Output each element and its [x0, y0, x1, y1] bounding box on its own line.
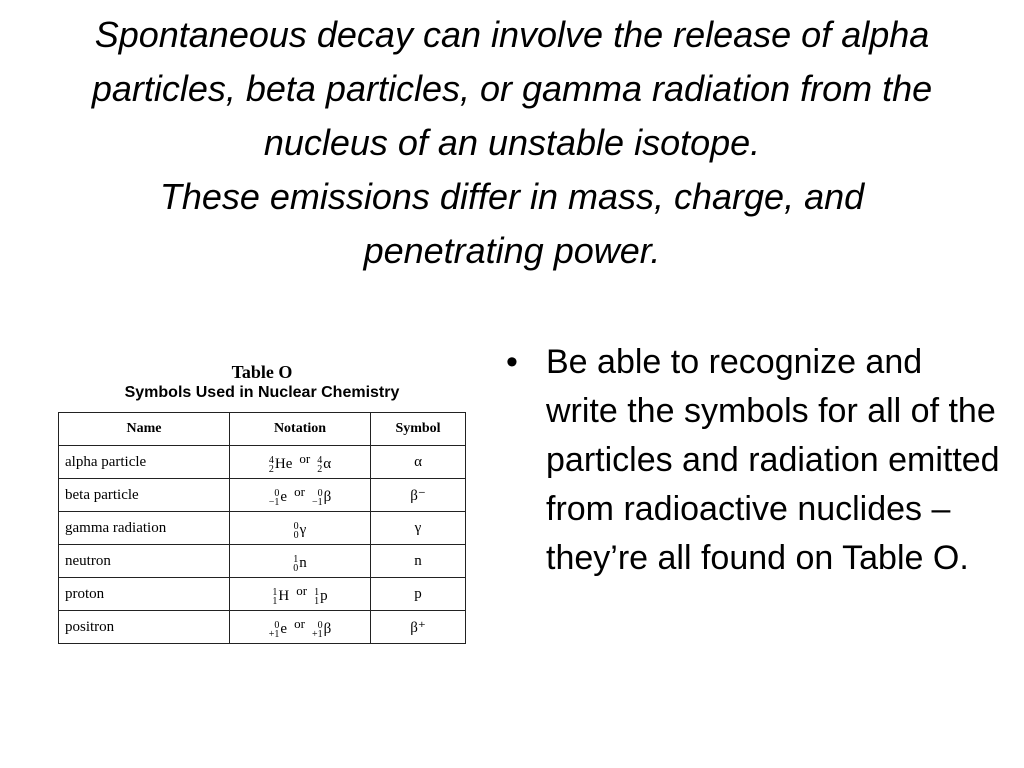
charge-number: +1 — [311, 628, 323, 640]
table-subtitle: Symbols Used in Nuclear Chemistry — [124, 384, 400, 401]
mass-charge-stack — [317, 456, 322, 474]
title-line: These emissions differ in mass, charge, and — [159, 176, 865, 217]
table-row — [59, 446, 466, 479]
nuclide-notation — [294, 522, 307, 540]
title-line: penetrating power. — [363, 230, 661, 271]
notation-or: or — [296, 582, 308, 598]
bullet-list — [500, 338, 1000, 583]
table-row — [59, 578, 466, 611]
mass-number: 4 — [317, 454, 323, 466]
mass-number: 4 — [268, 454, 274, 466]
particle-symbol: α — [371, 446, 466, 479]
nuclide-notation — [314, 588, 328, 606]
table-title: Table O — [231, 362, 293, 382]
charge-number: 0 — [293, 529, 299, 541]
mass-charge-stack — [293, 555, 298, 573]
particle-symbol: p — [371, 578, 466, 611]
particle-name: proton — [59, 578, 230, 611]
particle-symbol: n — [371, 545, 466, 578]
notation-or: or — [294, 483, 305, 499]
table-o — [58, 362, 466, 644]
charge-number: 1 — [272, 595, 278, 607]
element-symbol: α — [323, 456, 332, 472]
header-symbol: Symbol — [371, 413, 466, 446]
mass-charge-stack — [269, 621, 280, 639]
mass-charge-stack — [312, 621, 323, 639]
mass-charge-stack — [294, 522, 299, 540]
element-symbol: n — [299, 555, 307, 571]
nuclide-notation — [317, 456, 331, 474]
nuclide-notation — [269, 489, 287, 507]
charge-number: 2 — [268, 463, 274, 475]
mass-number: 0 — [274, 619, 280, 631]
table-header-row — [59, 413, 466, 446]
particle-name: beta particle — [59, 479, 230, 512]
particle-notation — [230, 578, 371, 611]
header-notation: Notation — [230, 413, 371, 446]
mass-charge-stack — [269, 456, 274, 474]
particle-symbol: γ — [371, 512, 466, 545]
table-row — [59, 512, 466, 545]
nuclide-notation — [272, 588, 289, 606]
nuclide-notation — [269, 456, 293, 474]
symbols-table — [58, 412, 466, 644]
mass-charge-stack — [312, 489, 323, 507]
particle-symbol: β⁺ — [371, 611, 466, 644]
particle-name: alpha particle — [59, 446, 230, 479]
mass-charge-stack — [314, 588, 319, 606]
mass-charge-stack — [269, 489, 280, 507]
element-symbol: H — [278, 588, 290, 604]
title-line: Spontaneous decay can involve the release of alpha — [94, 14, 930, 55]
particle-notation — [230, 479, 371, 512]
mass-number: 1 — [272, 586, 278, 598]
charge-number: −1 — [268, 496, 280, 508]
particle-name: neutron — [59, 545, 230, 578]
notation-or: or — [294, 615, 305, 631]
element-symbol: p — [320, 588, 328, 604]
element-symbol: e — [280, 489, 288, 505]
mass-number: 0 — [293, 520, 299, 532]
element-symbol: e — [280, 621, 288, 637]
bullet-text: Be able to recognize and write the symbols for all of the particles and radiation emitted from radioactive nuclides – they’re all found on Table O. — [546, 343, 1000, 577]
charge-number: +1 — [268, 628, 280, 640]
nuclide-notation — [312, 489, 331, 507]
particle-notation — [230, 446, 371, 479]
mass-number: 0 — [317, 487, 323, 499]
element-symbol: β — [323, 621, 332, 637]
nuclide-notation — [293, 555, 307, 573]
mass-number: 0 — [317, 619, 323, 631]
nuclide-notation — [312, 621, 331, 639]
title-line: nucleus of an unstable isotope. — [263, 122, 761, 163]
element-symbol: He — [274, 456, 293, 472]
charge-number: −1 — [311, 496, 323, 508]
charge-number: 1 — [314, 595, 320, 607]
slide-title — [10, 8, 1014, 278]
table-row — [59, 545, 466, 578]
mass-number: 1 — [314, 586, 320, 598]
charge-number: 0 — [293, 562, 299, 574]
charge-number: 2 — [317, 463, 323, 475]
mass-number: 0 — [274, 487, 280, 499]
particle-name: positron — [59, 611, 230, 644]
notation-or: or — [299, 450, 311, 466]
mass-charge-stack — [272, 588, 277, 606]
element-symbol: γ — [299, 522, 307, 538]
element-symbol: β — [323, 489, 332, 505]
mass-number: 1 — [293, 553, 299, 565]
table-row — [59, 611, 466, 644]
particle-symbol: β⁻ — [371, 479, 466, 512]
header-name: Name — [59, 413, 230, 446]
bullet-item — [500, 338, 1000, 583]
table-row — [59, 479, 466, 512]
bullet-marker: • — [506, 343, 518, 381]
particle-notation — [230, 512, 371, 545]
nuclide-notation — [269, 621, 287, 639]
particle-name: gamma radiation — [59, 512, 230, 545]
particle-notation — [230, 611, 371, 644]
particle-notation — [230, 545, 371, 578]
title-line: particles, beta particles, or gamma radiation from the — [91, 68, 933, 109]
